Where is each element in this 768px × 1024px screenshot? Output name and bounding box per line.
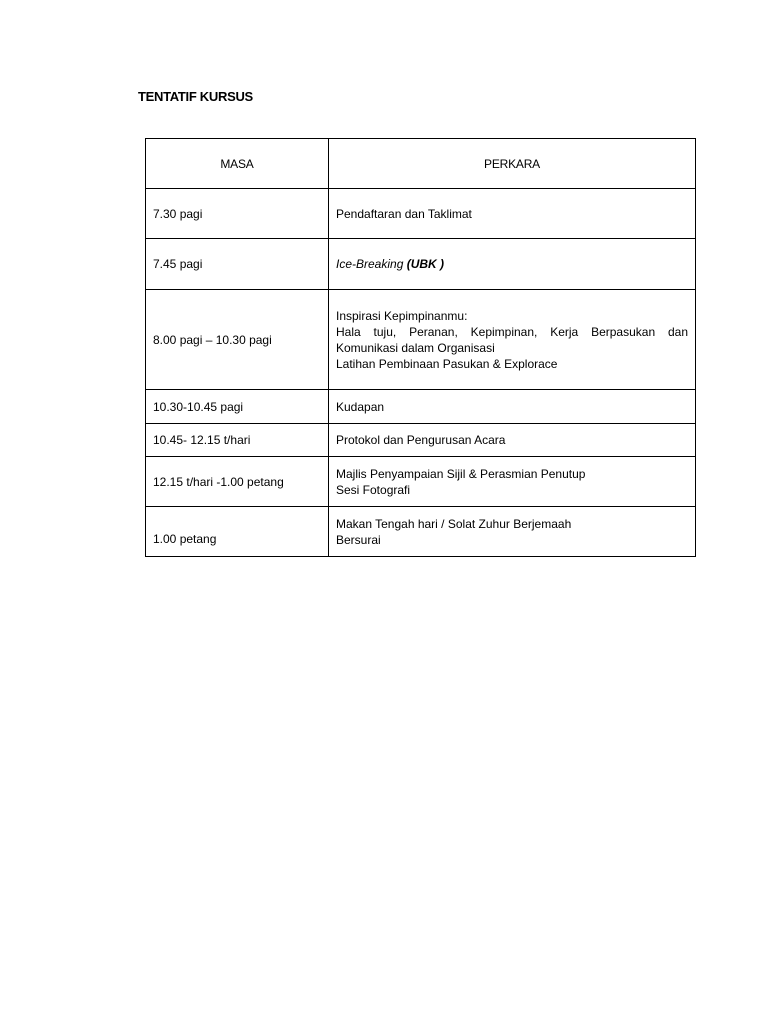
table-row xyxy=(146,239,696,290)
perkara-line: Majlis Penyampaian Sijil & Perasmian Penutup xyxy=(336,466,586,481)
schedule-table xyxy=(145,138,696,557)
table-row xyxy=(146,290,696,390)
cell-masa: 7.45 pagi xyxy=(146,239,329,290)
table-header-row xyxy=(146,139,696,189)
perkara-line: Sesi Fotografi xyxy=(336,482,411,497)
header-masa: MASA xyxy=(146,139,329,189)
cell-masa: 10.45- 12.15 t/hari xyxy=(146,424,329,457)
cell-perkara: Kudapan xyxy=(329,390,696,424)
cell-perkara: Protokol dan Pengurusan Acara xyxy=(329,424,696,457)
perkara-line: Hala tuju, Peranan, Kepimpinan, Kerja Berpasukan dan Komunikasi dalam Organisasi xyxy=(336,324,688,355)
cell-masa: 7.30 pagi xyxy=(146,189,329,239)
table-row xyxy=(146,390,696,424)
table-row xyxy=(146,457,696,507)
cell-perkara xyxy=(329,457,696,507)
perkara-bold-italic-text: (UBK ) xyxy=(403,257,445,271)
cell-perkara xyxy=(329,290,696,390)
page-title: TENTATIF KURSUS xyxy=(138,89,253,104)
perkara-line: Bersurai xyxy=(336,532,381,547)
cell-perkara xyxy=(329,507,696,557)
perkara-italic-text: Ice-Breaking xyxy=(336,257,404,271)
cell-masa: 12.15 t/hari -1.00 petang xyxy=(146,457,329,507)
perkara-line: Inspirasi Kepimpinanmu: xyxy=(336,308,468,323)
table-row xyxy=(146,507,696,557)
cell-masa: 8.00 pagi – 10.30 pagi xyxy=(146,290,329,390)
perkara-line: Latihan Pembinaan Pasukan & Explorace xyxy=(336,356,558,371)
cell-masa: 10.30-10.45 pagi xyxy=(146,390,329,424)
table-row xyxy=(146,189,696,239)
perkara-line: Makan Tengah hari / Solat Zuhur Berjemaah xyxy=(336,516,572,531)
header-perkara: PERKARA xyxy=(329,139,696,189)
cell-perkara xyxy=(329,239,696,290)
table-row xyxy=(146,424,696,457)
cell-perkara: Pendaftaran dan Taklimat xyxy=(329,189,696,239)
cell-masa: 1.00 petang xyxy=(146,507,329,557)
